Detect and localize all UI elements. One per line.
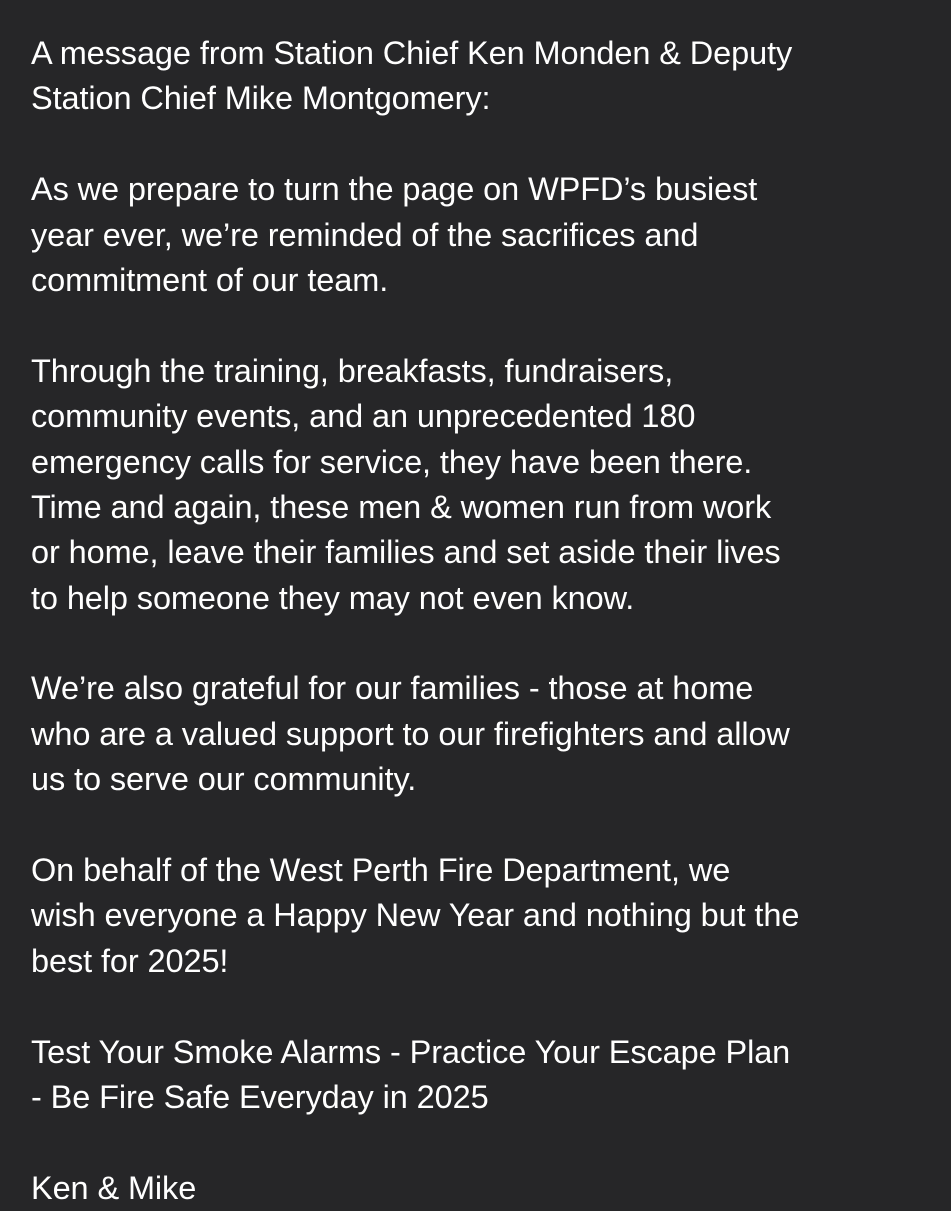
text-line: Through the training, breakfasts, fundraisers, <box>31 352 674 389</box>
paragraph-families <box>31 666 931 802</box>
paragraph-new-year <box>31 848 931 984</box>
paragraph-gap <box>31 122 931 167</box>
paragraph-gap <box>31 984 931 1029</box>
text-line: year ever, we’re reminded of the sacrifices and <box>31 216 699 253</box>
paragraph-heading <box>31 31 931 122</box>
text-line: As we prepare to turn the page on WPFD’s busiest <box>31 171 758 208</box>
text-line: - Be Fire Safe Everyday in 2025 <box>31 1078 489 1115</box>
text-line: A message from Station Chief Ken Monden & Deputy <box>31 35 793 71</box>
text-line: Time and again, these men & women run from work <box>31 488 772 525</box>
text-line: who are a valued support to our firefighters and allow <box>31 715 790 752</box>
text-line: On behalf of the West Perth Fire Department, we <box>31 852 731 889</box>
text-line: We’re also grateful for our families - those at home <box>31 670 754 707</box>
paragraph-gap <box>31 803 931 848</box>
paragraph-signature <box>31 1166 931 1211</box>
paragraph-busiest-year <box>31 167 931 303</box>
text-line: emergency calls for service, they have been there. <box>31 443 753 480</box>
paragraph-service <box>31 349 931 621</box>
paragraph-gap <box>31 621 931 666</box>
text-line: or home, leave their families and set aside their lives <box>31 534 781 571</box>
paragraph-gap <box>31 303 931 348</box>
text-line: Test Your Smoke Alarms - Practice Your Escape Plan <box>31 1033 791 1070</box>
paragraph-safety-tips <box>31 1030 931 1121</box>
text-line: us to serve our community. <box>31 761 417 798</box>
text-line: wish everyone a Happy New Year and nothing but the <box>31 897 800 934</box>
text-line: community events, and an unprecedented 180 <box>31 398 696 435</box>
text-line: commitment of our team. <box>31 261 389 298</box>
text-line: best for 2025! <box>31 942 229 979</box>
paragraph-gap <box>31 1120 931 1165</box>
text-line: Station Chief Mike Montgomery: <box>31 80 491 117</box>
signature-line: Ken & Mike <box>31 1169 197 1206</box>
text-line: to help someone they may not even know. <box>31 579 635 616</box>
